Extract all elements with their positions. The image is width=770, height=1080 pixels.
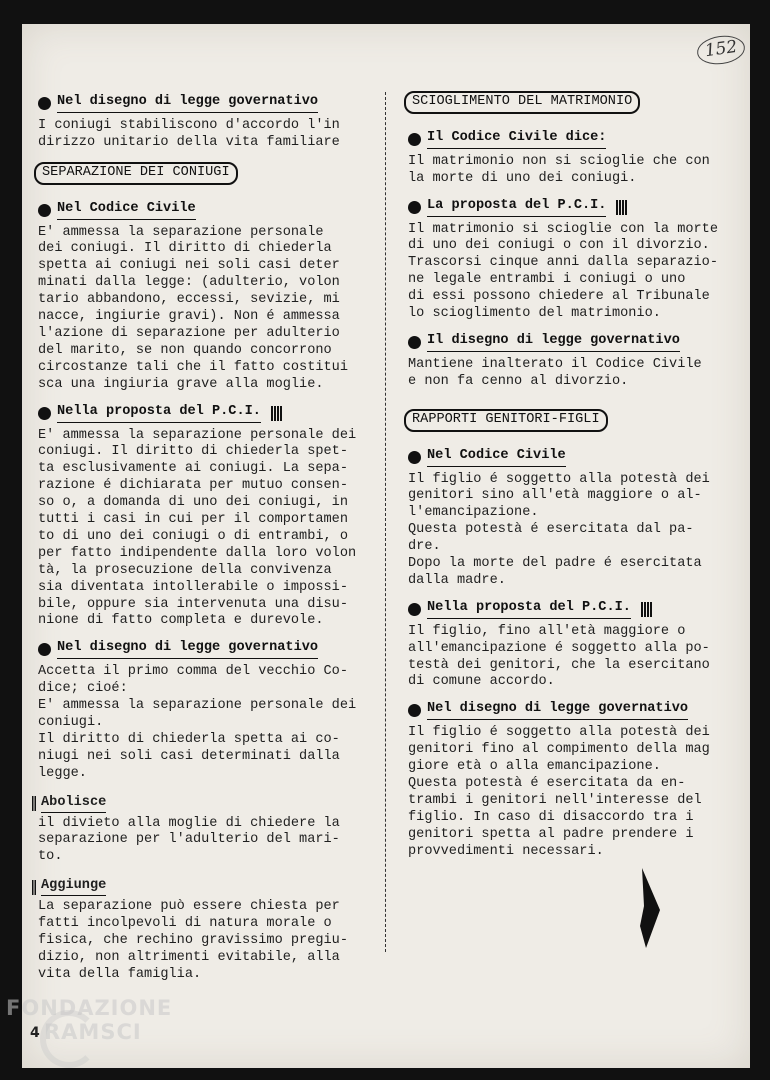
heading-civil-code: Nel Codice Civile bbox=[38, 201, 378, 220]
heading-gov-bill-right-2: Nel disegno di legge governativo bbox=[408, 701, 748, 720]
column-divider bbox=[385, 92, 386, 952]
watermark-logo: FONDAZIONE RAMSCI bbox=[6, 996, 172, 1044]
bullet-icon bbox=[408, 451, 421, 464]
bullet-icon bbox=[408, 603, 421, 616]
heading-abolisce: Abolisce bbox=[32, 795, 378, 813]
gov-bill-right-2-text: Il figlio é soggetto alla potestà dei genitori fino al compimento della mag giore età o alla emancipazione. Questa potestà é esercitata da en- trambi i genitori nell'interesse del figlio. In caso di disaccordo tra i genitori spetta al padre prendere i provvedimenti necessari. bbox=[408, 725, 710, 859]
heading-gov-bill-2: Nel disegno di legge governativo bbox=[38, 640, 378, 659]
section-title-parents-children: RAPPORTI GENITORI-FIGLI bbox=[404, 409, 608, 432]
bullet-icon bbox=[38, 407, 51, 420]
bullet-icon bbox=[38, 204, 51, 217]
scribble-mark-icon bbox=[641, 602, 652, 617]
heading-pci-proposal: Nella proposta del P.C.I. bbox=[38, 404, 378, 423]
scribble-mark-icon bbox=[616, 200, 627, 215]
civil-code-text: E' ammessa la separazione personale dei coniugi. Il diritto di chiederla spetta ai coniugi nei soli casi deter minati dalla legge: (adulterio, volon tario abbandono, eccessi, sevizie, mi nacce, ingiurie gravi). Non é ammessa l'azione di separazione per adulterio del marito, se non quando concorrono circostanze tali che il fatto costitui sca una ingiuria grave alla moglie. bbox=[38, 224, 348, 392]
pci-proposal-right-text: Il matrimonio si scioglie con la morte di uno dei coniugi o con il divorzio. Trascorsi cinque anni dalla separazio- ne legale entrambi i coniugi o uno di essi possono chiedere al Tribunale lo scioglimento del matrimonio. bbox=[408, 221, 718, 322]
civil-code-says-text: Il matrimonio non si scioglie che con la morte di uno dei coniugi. bbox=[408, 153, 710, 186]
bullet-icon bbox=[408, 201, 421, 214]
aggiunge-text: La separazione può essere chiesta per fatti incolpevoli di natura morale o fisica, che rechino gravissimo pregiu- dizio, non altrimenti evitabile, alla vita della famiglia. bbox=[38, 899, 348, 982]
footer-page-number: 4 bbox=[30, 1025, 40, 1041]
abolisce-text: il divieto alla moglie di chiedere la separazione per l'adulterio del mari- to. bbox=[38, 815, 340, 865]
bullet-icon bbox=[408, 133, 421, 146]
section-title-dissolution: SCIOGLIMENTO DEL MATRIMONIO bbox=[404, 91, 640, 114]
bullet-icon bbox=[408, 336, 421, 349]
heading-aggiunge: Aggiunge bbox=[32, 878, 378, 896]
g-logo-icon bbox=[40, 1010, 98, 1068]
bullet-icon bbox=[408, 704, 421, 717]
gov-bill-right-text: Mantiene inalterato il Codice Civile e non fa cenno al divorzio. bbox=[408, 356, 702, 389]
pci-proposal-text: E' ammessa la separazione personale dei coniugi. Il diritto di chiederla spet- ta esclusivamente ai coniugi. La sepa- razione é dichiarata per mutuo consen- so o, a domanda di uno dei coniugi, in tutti i casi in cui per il comportamen to di uno dei coniugi o di entrambi, o per fatto indipendente dalla loro volon tà, la prosecuzione della convivenza sia diventata intollerabile o impossi- bile, oppure sia intervenuta una disu- nione di fatto completa e durevole. bbox=[38, 427, 357, 629]
scribble-mark-icon bbox=[271, 406, 282, 421]
bullet-icon bbox=[38, 643, 51, 656]
civil-code-right-2-text: Il figlio é soggetto alla potestà dei genitori sino all'età maggiore o al- l'emancipazione. Questa potestà é esercitata dal pa- dre. Dopo la morte del padre é esercitata dalla madre. bbox=[408, 471, 710, 588]
heading-civil-code-right-2: Nel Codice Civile bbox=[408, 448, 748, 467]
left-column bbox=[38, 94, 378, 988]
bar-mark-icon bbox=[32, 880, 36, 895]
handwritten-page-number: 152 bbox=[695, 33, 747, 67]
gov-bill-text-2: Accetta il primo comma del vecchio Co- dice; cioé: E' ammessa la separazione personale dei coniugi. Il diritto di chiederla spetta ai co- niugi nei soli casi determinati dalla legge. bbox=[38, 664, 357, 781]
pci-proposal-right-2-text: Il figlio, fino all'età maggiore o all'emancipazione é soggetto alla po- testà dei genitori, che la esercitano di comune accordo. bbox=[408, 623, 710, 690]
next-page-arrow-icon bbox=[636, 866, 666, 950]
bar-mark-icon bbox=[32, 796, 36, 811]
heading-gov-bill: Nel disegno di legge governativo bbox=[38, 94, 378, 113]
heading-gov-bill-right: Il disegno di legge governativo bbox=[408, 333, 748, 352]
gov-bill-text: I coniugi stabiliscono d'accordo l'in dirizzo unitario della vita familiare bbox=[38, 117, 340, 150]
section-title-separation: SEPARAZIONE DEI CONIUGI bbox=[34, 162, 238, 185]
heading-civil-code-says: Il Codice Civile dice: bbox=[408, 130, 748, 149]
heading-pci-proposal-right: La proposta del P.C.I. bbox=[408, 198, 748, 217]
right-column bbox=[408, 94, 748, 865]
heading-pci-proposal-right-2: Nella proposta del P.C.I. bbox=[408, 600, 748, 619]
bullet-icon bbox=[38, 97, 51, 110]
